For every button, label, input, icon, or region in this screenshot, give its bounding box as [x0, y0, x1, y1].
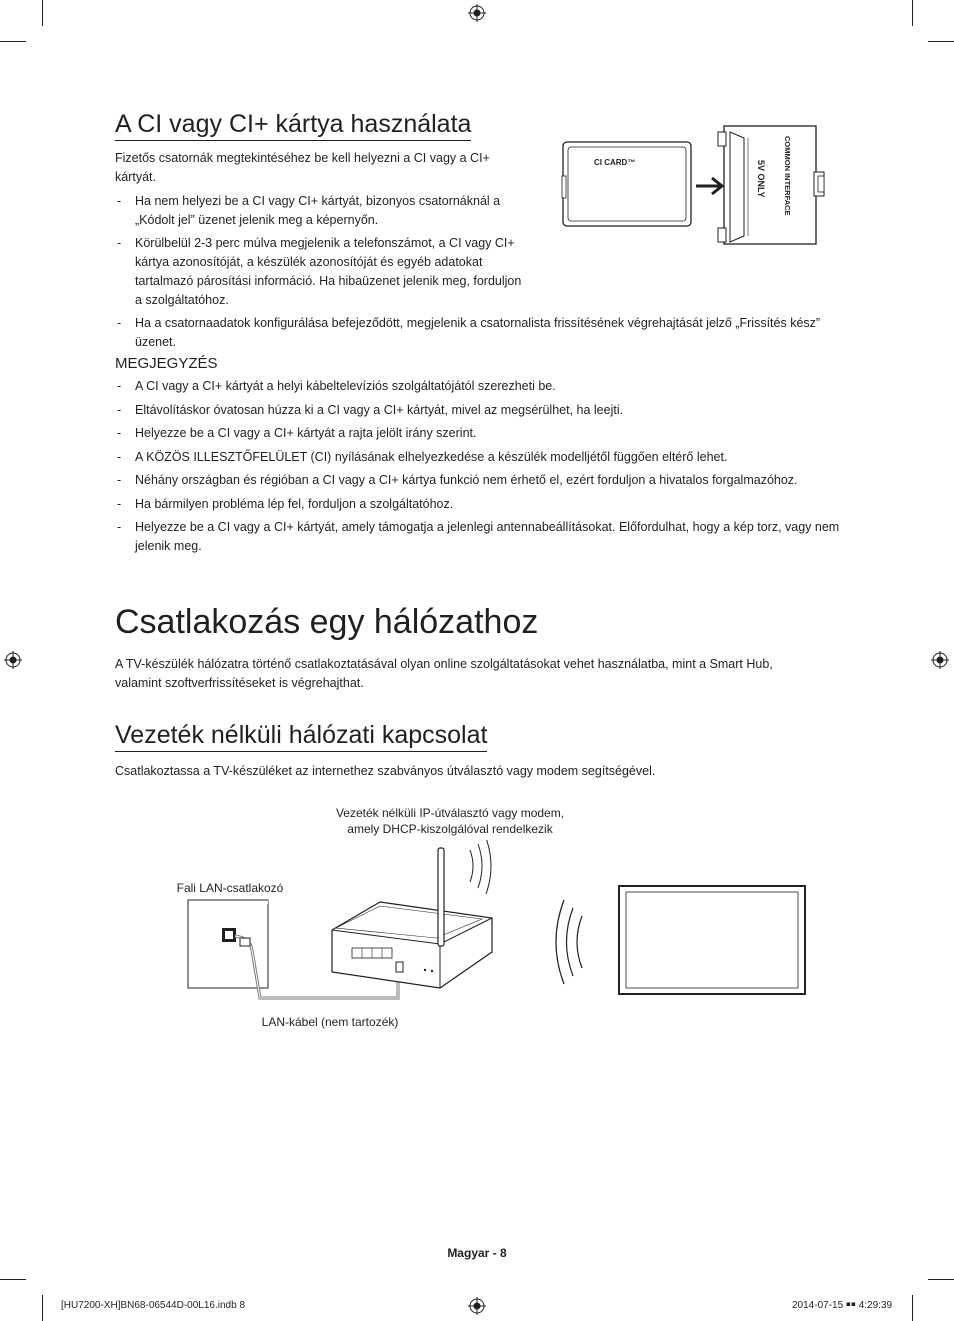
crop-mark	[42, 1295, 43, 1321]
router-caption	[300, 805, 600, 837]
list-item: - Néhány országban és régióban a CI vagy a CI+ kártya funkció nem érhető el, ezért forduljon a hivatalos forgalmazóhoz.	[115, 471, 845, 490]
list-item: - Eltávolításkor óvatosan húzza ki a CI vagy a CI+ kártyát, mivel az megsérülhet, ha leejti.	[115, 401, 845, 420]
crop-mark	[912, 0, 913, 26]
ci-card-label: CI CARD™	[594, 158, 636, 167]
list-item: - Ha nem helyezi be a CI vagy CI+ kártyát, bizonyos csatornáknál a „Kódolt jel” üzenet jelenik meg a képernyőn.	[115, 192, 530, 230]
network-intro: A TV-készülék hálózatra történő csatlakoztatásával olyan online szolgáltatásokat vehet használatba, mint a Smart Hub, valamint szoftverfrissítéseket is végrehajthat.	[115, 657, 773, 690]
slot-label-5v-only: 5V ONLY	[756, 160, 766, 198]
wall-lan-caption: Fali LAN-csatlakozó	[176, 881, 284, 895]
list-item: - Helyezze be a CI vagy a CI+ kártyát a rajta jelölt irány szerint.	[115, 424, 845, 443]
registration-mark-icon	[468, 4, 486, 22]
wifi-signal-icon	[470, 840, 491, 894]
list-item: - Helyezze be a CI vagy a CI+ kártyát, amely támogatja a jelenlegi antennabeállításokat. Előfordulhat, hogy a kép torz, vagy nem jelenik meg.	[115, 518, 845, 556]
file-info: [HU7200-XH]BN68-06544D-00L16.indb 8	[61, 1300, 246, 1311]
page-number: Magyar - 8	[447, 1246, 507, 1260]
list-item: - Ha bármilyen probléma lép fel, forduljon a szolgáltatóhoz.	[115, 495, 845, 514]
router-caption-line-1: Vezeték nélküli IP-útválasztó vagy modem,	[335, 806, 565, 820]
network-section-title: Csatlakozás egy hálózathoz	[115, 603, 539, 641]
crop-mark	[0, 1279, 26, 1280]
crop-mark	[912, 1295, 913, 1321]
crop-mark	[928, 41, 954, 42]
ci-section-title	[115, 109, 471, 141]
note-bullet-list	[115, 377, 845, 556]
slot-label-common-interface: COMMON INTERFACE	[783, 136, 792, 216]
list-item: - A KÖZÖS ILLESZTŐFELÜLET (CI) nyílásának elhelyezkedése a készülék modelljétől függően eltérő lehet.	[115, 448, 845, 467]
wireless-network-diagram	[180, 840, 810, 1005]
crop-mark	[928, 1279, 954, 1280]
crop-mark	[42, 0, 43, 26]
registration-mark-icon	[4, 651, 22, 669]
note-title: MEGJEGYZÉS	[115, 355, 218, 372]
tv-screen	[619, 886, 805, 994]
list-item: - Ha a csatornaadatok konfigurálása befejeződött, megjelenik a csatornalista frissítésének végrehajtását jelző „Frissítés kész” üzenet.	[115, 314, 825, 352]
ci-card-illustration	[556, 124, 826, 250]
wireless-section-title	[115, 720, 487, 752]
router-caption-line-2: amely DHCP-kiszolgálóval rendelkezik	[347, 822, 553, 836]
common-interface-slot	[718, 126, 824, 244]
ci-section-title-text: A CI vagy CI+ kártya használata	[115, 109, 471, 141]
wireless-section-title-text: Vezeték nélküli hálózati kapcsolat	[115, 720, 487, 752]
wireless-intro: Csatlakoztassa a TV-készüléket az internethez szabványos útválasztó vagy modem segítségével.	[115, 764, 656, 778]
lan-cable-caption: LAN-kábel (nem tartozék)	[261, 1015, 399, 1029]
arrow-right-icon	[696, 178, 722, 194]
list-item: - A CI vagy a CI+ kártyát a helyi kábeltelevíziós szolgáltatójától szerezheti be.	[115, 377, 845, 396]
registration-mark-icon	[931, 651, 949, 669]
registration-mark-icon	[468, 1297, 486, 1315]
ci-intro: Fizetős csatornák megtekintéséhez be kell helyezni a CI vagy a CI+ kártyát.	[115, 151, 490, 184]
ci-card-body	[563, 142, 691, 226]
crop-mark	[0, 41, 26, 42]
wireless-router	[332, 848, 492, 988]
wifi-signal-icon	[556, 900, 582, 984]
print-date: 2014-07-15 ￭￭ 4:29:39	[792, 1300, 893, 1311]
list-item-text: - Körülbelül 2-3 perc múlva megjelenik a telefonszámot, a CI vagy CI+ kártya azonosítóját, a készülék azonosítóját és egyéb adatokat tartalmazó párosítási információ. Ha hibaüzenet jelenik meg, forduljon a szolgáltatóhoz.	[135, 236, 522, 307]
